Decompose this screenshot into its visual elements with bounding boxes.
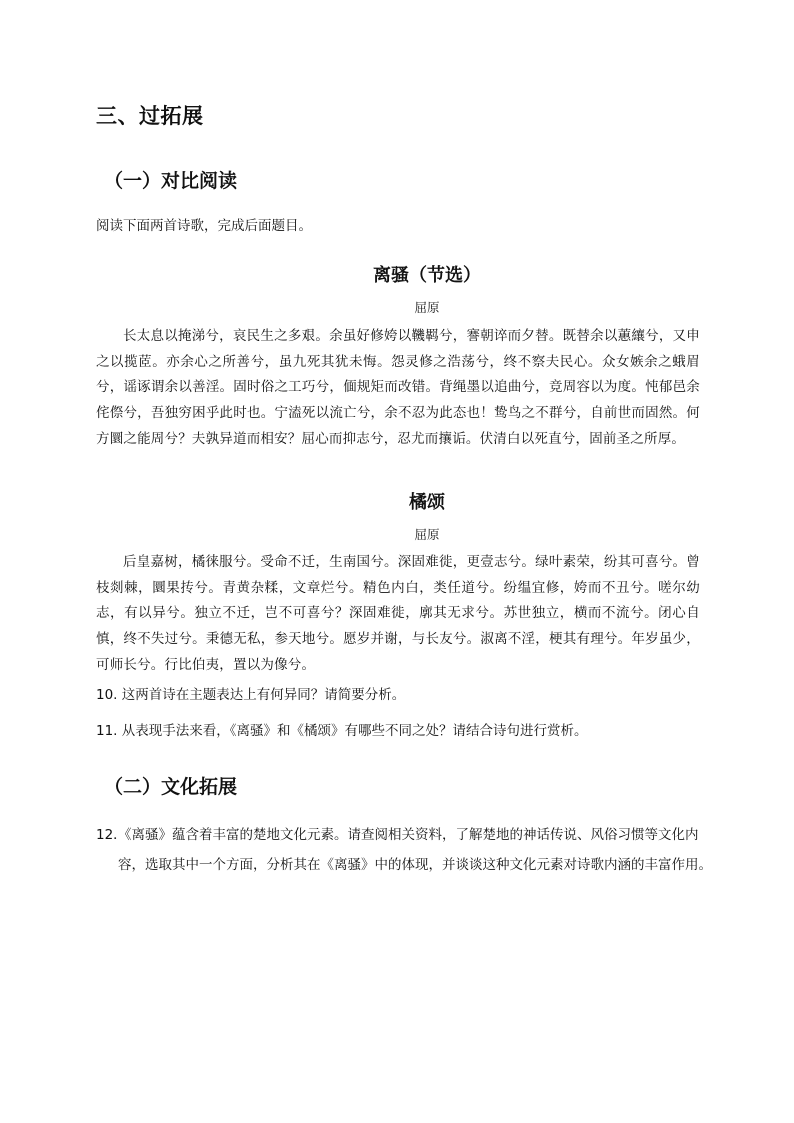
poem2-text: 后皇嘉树，橘徕服兮。受命不迁，生南国兮。深固难徙，更壹志兮。绿叶素荣，纷其可喜兮。曾枝剡棘，圜果抟兮。青黄杂糅，文章烂兮。精色内白，类任道兮。纷缊宜修，姱而不丑兮。嗟尔幼志，有以异兮。独立不迁，岂不可喜兮？深固难徙，廓其无求兮。苏世独立，横而不流兮。闭心自慎，终不失过兮。秉德无私，参天地兮。愿岁并谢，与长友兮。淑离不淫，梗其有理兮。年岁虽少，可师长兮。行比伯夷，置以为像兮。 xyxy=(96,554,700,673)
poem2-author: 屈原 xyxy=(414,527,440,542)
question-12-number: 12． xyxy=(96,827,127,843)
question-12-text: 《离骚》蕴含着丰富的楚地文化元素。请查阅相关资料，了解楚地的神话传说、风俗习惯等文化内容，选取其中一个方面，分析其在《离骚》中的体现，并谈谈这种文化元素对诗歌内涵的丰富作用。 xyxy=(118,827,712,873)
part2-heading: （二）文化拓展 xyxy=(104,776,238,798)
poem1-author: 屈原 xyxy=(414,300,440,315)
section-title: 三、过拓展 xyxy=(96,104,204,128)
question-11: 11. 从表现手法来看，《离骚》和《橘颂》有哪些不同之处？请结合诗句进行赏析。 xyxy=(96,723,588,739)
poem1-text: 长太息以掩涕兮，哀民生之多艰。余虽好修姱以鞿羁兮，謇朝谇而夕替。既替余以蕙纕兮，又申之以揽茝。亦余心之所善兮，虽九死其犹未悔。怨灵修之浩荡兮，终不察夫民心。众女嫉余之蛾眉兮，谣诼谓余以善淫。固时俗之工巧兮，偭规矩而改错。背绳墨以追曲兮，竞周容以为度。忳郁邑余侘傺兮，吾独穷困乎此时也。宁溘死以流亡兮，余不忍为此态也！鸷鸟之不群兮，自前世而固然。何方圜之能周兮？夫孰异道而相安？屈心而抑志兮，忍尤而攘诟。伏清白以死直兮，固前圣之所厚。 xyxy=(96,328,700,447)
poem2-title: 橘颂 xyxy=(409,492,445,513)
part1-heading: （一）对比阅读 xyxy=(104,170,238,192)
question-10: 10. 这两首诗在主题表达上有何异同？请简要分析。 xyxy=(96,687,406,703)
part1-intro: 阅读下面两首诗歌，完成后面题目。 xyxy=(96,218,312,234)
poem1-title: 离骚（节选） xyxy=(373,265,481,286)
question-12 xyxy=(96,820,716,880)
